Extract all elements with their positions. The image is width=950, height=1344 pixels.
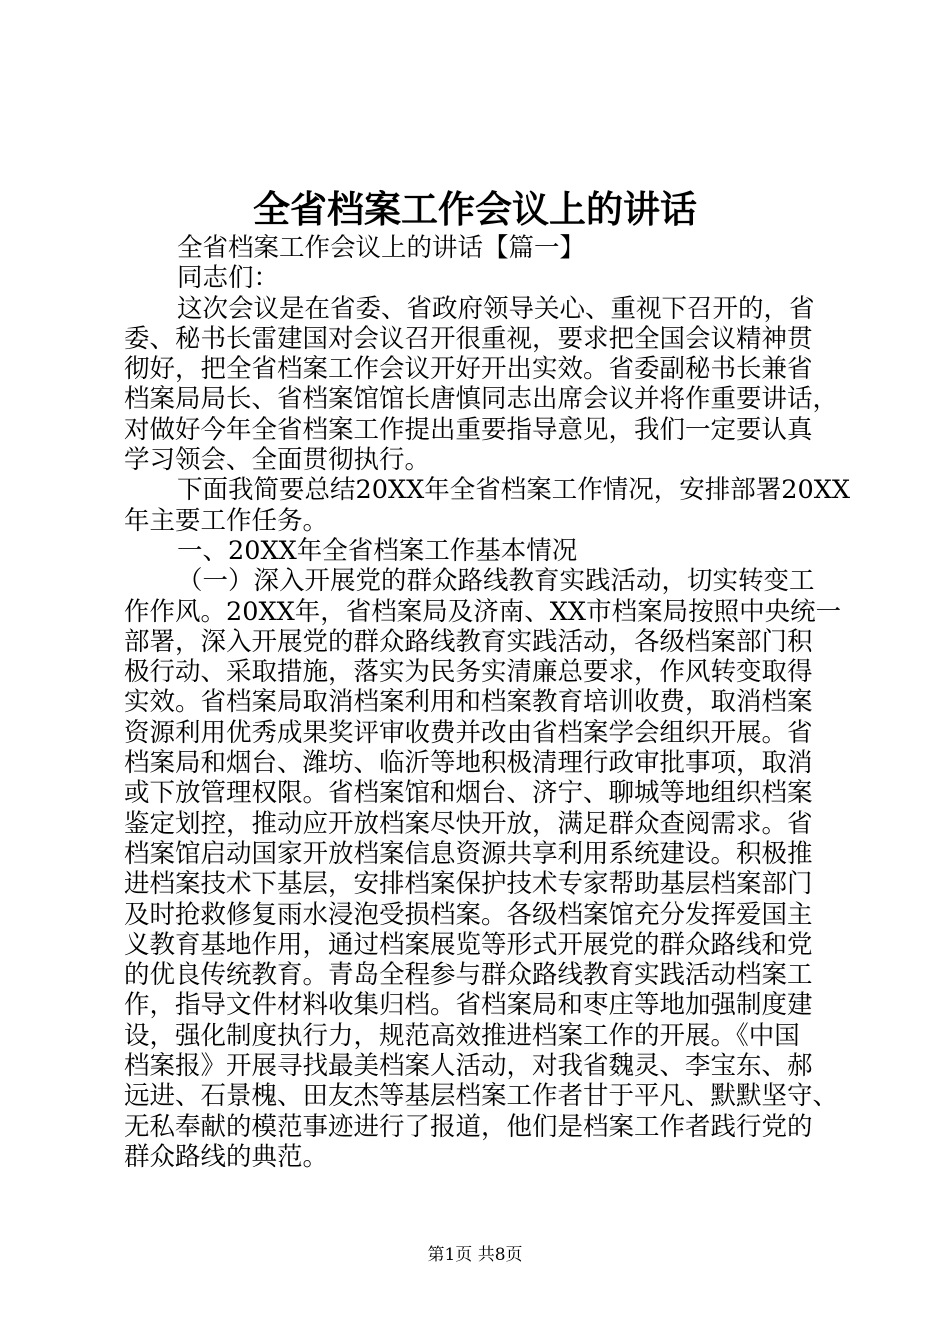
text-line: 设，强化制度执行力，规范高效推进档案工作的开展。《中国	[124, 1020, 800, 1051]
page-footer: 第1页 共8页	[427, 1245, 523, 1265]
text-line: 学习领会、全面贯彻执行。	[124, 445, 431, 476]
text-line: 义教育基地作用，通过档案展览等形式开展党的群众路线和党	[124, 929, 813, 960]
text-line: （一）深入开展党的群众路线教育实践活动，切实转变工	[177, 566, 815, 597]
text-line: 一、20XX年全省档案工作基本情况	[177, 535, 578, 566]
text-line: 远进、石景槐、田友杰等基层档案工作者甘于平凡、默默坚守、	[124, 1081, 839, 1112]
text-line: 这次会议是在省委、省政府领导关心、重视下召开的，省	[177, 293, 815, 324]
text-line: 作作风。20XX年，省档案局及济南、XX市档案局按照中央统一	[124, 596, 842, 627]
text-line: 部署，深入开展党的群众路线教育实践活动，各级档案部门积	[124, 626, 813, 657]
text-line: 鉴定划控，推动应开放档案尽快开放，满足群众查阅需求。省	[124, 808, 813, 839]
text-line: 档案局和烟台、潍坊、临沂等地积极清理行政审批事项，取消	[124, 748, 813, 779]
text-line: 全省档案工作会议上的讲话【篇一】	[177, 233, 586, 263]
text-line: 档案局局长、省档案馆馆长唐慎同志出席会议并将作重要讲话，	[124, 384, 839, 415]
text-line: 无私奉献的模范事迹进行了报道，他们是档案工作者践行党的	[124, 1111, 813, 1142]
document-title: 全省档案工作会议上的讲话	[253, 187, 697, 231]
text-line: 进档案技术下基层，安排档案保护技术专家帮助基层档案部门	[124, 869, 813, 900]
text-line: 实效。省档案局取消档案利用和档案教育培训收费，取消档案	[124, 687, 813, 718]
document-body	[124, 233, 851, 1172]
text-line: 委、秘书长雷建国对会议召开很重视，要求把全国会议精神贯	[124, 323, 813, 354]
text-line: 档案馆启动国家开放档案信息资源共享利用系统建设。积极推	[124, 838, 813, 869]
text-line: 或下放管理权限。省档案馆和烟台、济宁、聊城等地组织档案	[124, 778, 813, 809]
text-line: 档案报》开展寻找最美档案人活动，对我省魏灵、李宝东、郝	[124, 1051, 813, 1082]
text-line: 极行动、采取措施，落实为民务实清廉总要求，作风转变取得	[124, 657, 813, 688]
text-line: 同志们：	[177, 263, 280, 294]
text-line: 资源利用优秀成果奖评审收费并改由省档案学会组织开展。省	[124, 717, 813, 748]
text-line: 对做好今年全省档案工作提出重要指导意见，我们一定要认真	[124, 414, 813, 445]
text-line: 群众路线的典范。	[124, 1141, 329, 1172]
text-line: 的优良传统教育。青岛全程参与群众路线教育实践活动档案工	[124, 960, 813, 991]
text-line: 作，指导文件材料收集归档。省档案局和枣庄等地加强制度建	[124, 990, 813, 1021]
text-line: 年主要工作任务。	[124, 505, 329, 536]
text-line: 下面我简要总结20XX年全省档案工作情况，安排部署20XX	[177, 475, 851, 506]
text-line: 彻好，把全省档案工作会议开好开出实效。省委副秘书长兼省	[124, 354, 813, 385]
text-line: 及时抢救修复雨水浸泡受损档案。各级档案馆充分发挥爱国主	[124, 899, 813, 930]
